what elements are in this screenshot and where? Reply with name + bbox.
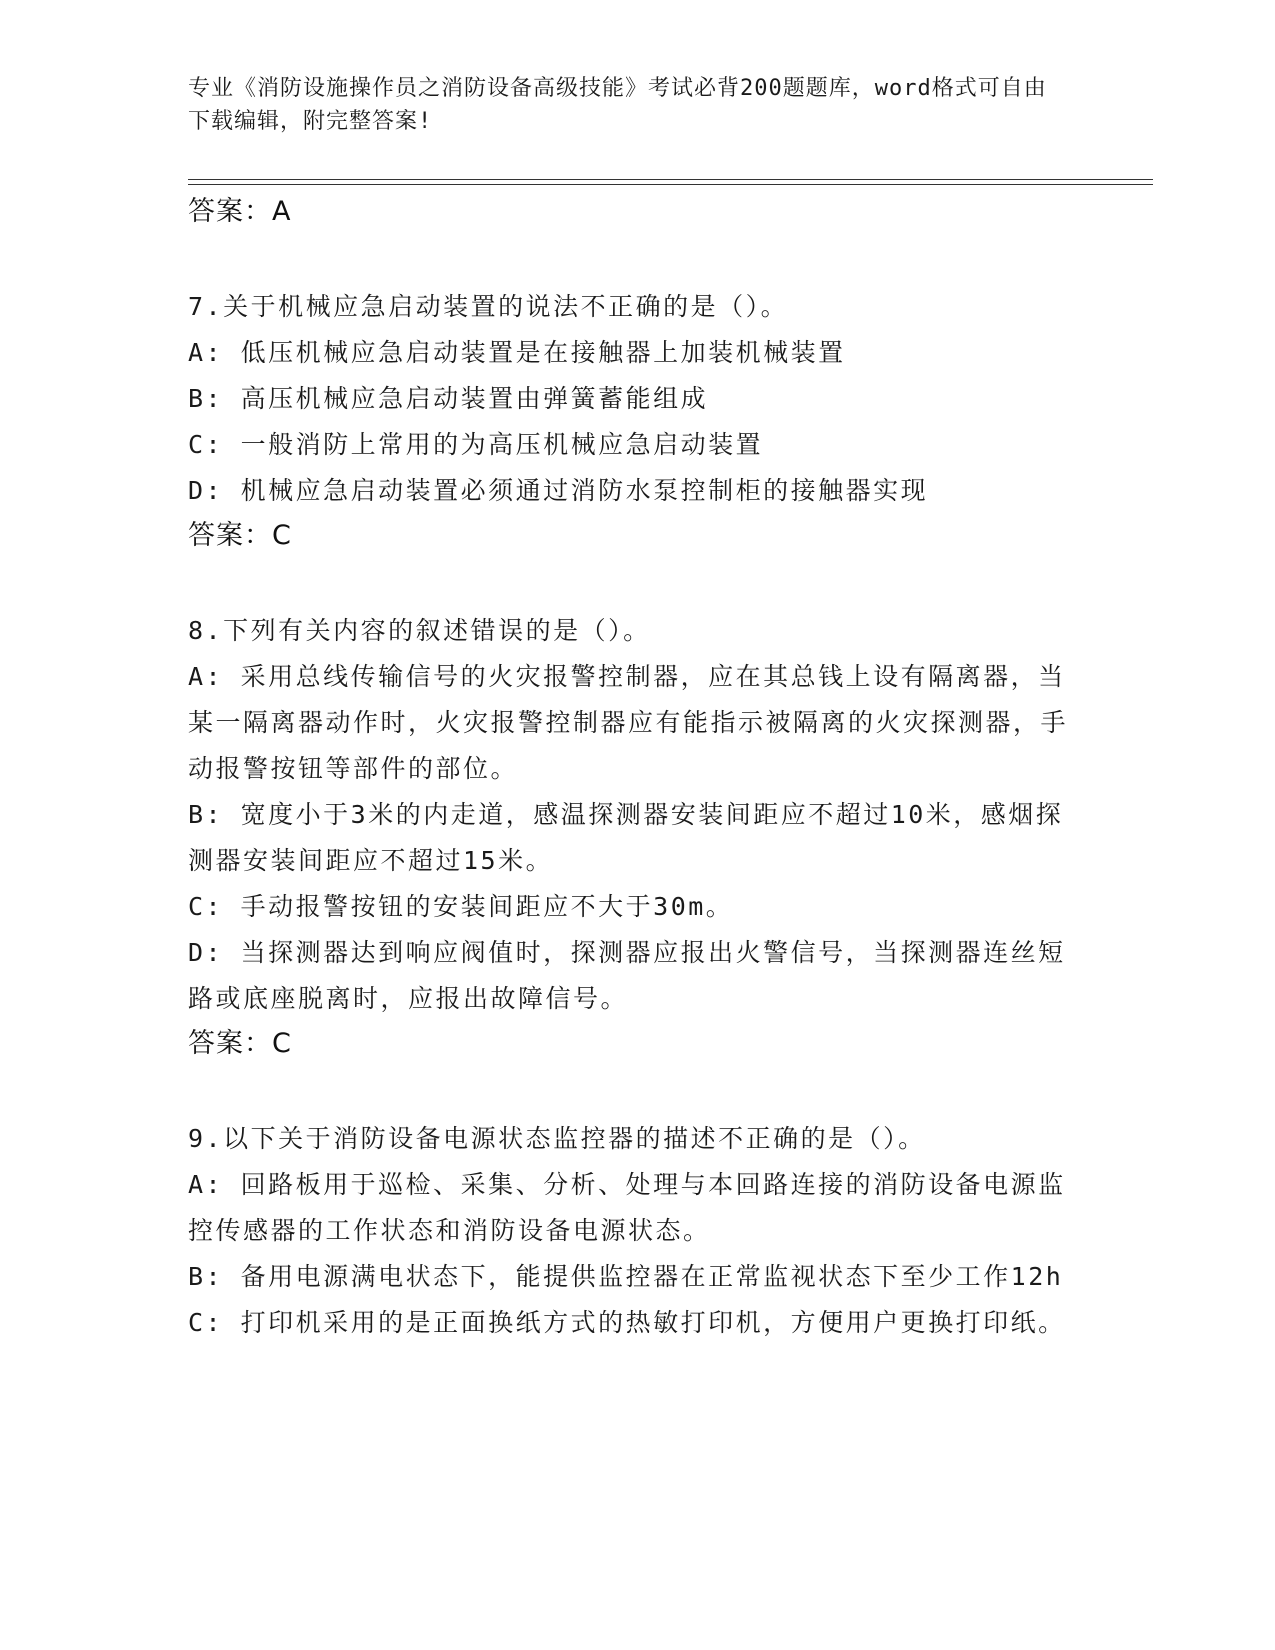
option-b: B: 高压机械应急启动装置由弹簧蓄能组成: [188, 384, 709, 413]
page-header: 专业《消防设施操作员之消防设备高级技能》考试必背200题题库，word格式可自由下载编辑，附完整答案!: [188, 76, 1047, 134]
answer-line: 答案：C: [188, 520, 292, 551]
header-rule-bottom: [188, 184, 1153, 185]
header-rule-top: [188, 179, 1153, 180]
option-b: B: 备用电源满电状态下，能提供监控器在正常监视状态下至少工作12h: [188, 1262, 1064, 1291]
document-body: [188, 190, 1088, 1346]
question-title: 8.下列有关内容的叙述错误的是（）。: [188, 616, 651, 645]
question-title: 7.关于机械应急启动装置的说法不正确的是（）。: [188, 292, 789, 321]
option-d: D: 机械应急启动装置必须通过消防水泵控制柜的接触器实现: [188, 476, 929, 505]
question-7: [188, 284, 1088, 558]
question-9: [188, 1116, 1088, 1346]
option-c: C: 手动报警按钮的安装间距应不大于30m。: [188, 892, 734, 921]
option-a: A: 低压机械应急启动装置是在接触器上加装机械装置: [188, 338, 846, 367]
answer-line: 答案：C: [188, 1028, 292, 1059]
option-d: D: 当探测器达到响应阀值时，探测器应报出火警信号，当探测器连丝短路或底座脱离时，应报出故障信号。: [188, 938, 1066, 1013]
option-b: B: 宽度小于3米的内走道，感温探测器安装间距应不超过10米，感烟探测器安装间距应不超过15米。: [188, 800, 1064, 875]
option-c: C: 打印机采用的是正面换纸方式的热敏打印机，方便用户更换打印纸。: [188, 1308, 1066, 1337]
option-a: A: 回路板用于巡检、采集、分析、处理与本回路连接的消防设备电源监控传感器的工作状态和消防设备电源状态。: [188, 1170, 1066, 1245]
answer-line: 答案：A: [188, 196, 292, 227]
option-a: A: 采用总线传输信号的火灾报警控制器，应在其总钱上设有隔离器，当某一隔离器动作时，火灾报警控制器应有能指示被隔离的火灾探测器，手动报警按钮等部件的部位。: [188, 662, 1069, 783]
option-c: C: 一般消防上常用的为高压机械应急启动装置: [188, 430, 764, 459]
question-title: 9.以下关于消防设备电源状态监控器的描述不正确的是（）。: [188, 1124, 926, 1153]
question-8: [188, 608, 1088, 1066]
